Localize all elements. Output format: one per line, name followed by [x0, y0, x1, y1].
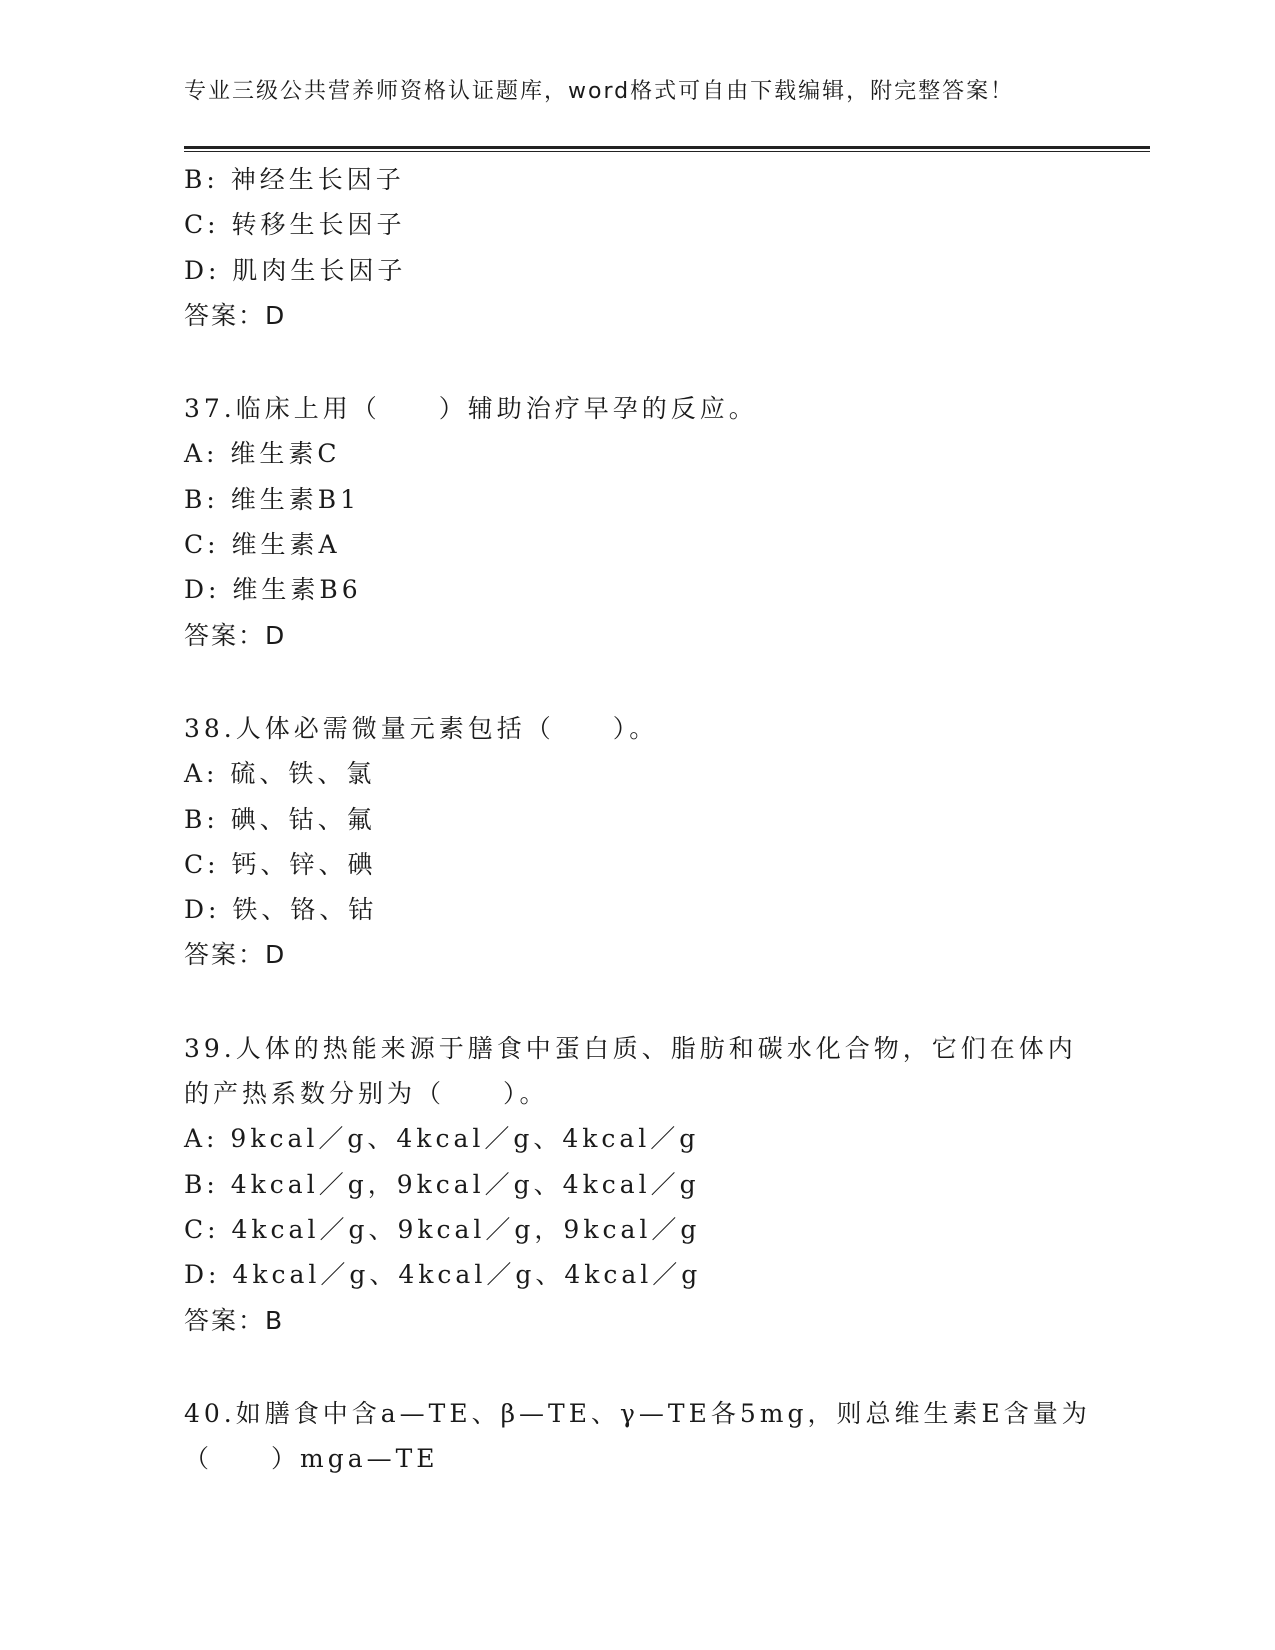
option-line: A: 维生素C — [184, 439, 341, 469]
question-content — [184, 157, 1104, 1481]
option-line: D: 肌肉生长因子 — [184, 255, 407, 285]
option-line: C: 维生素A — [184, 530, 341, 560]
question-stem: 37.临床上用（ ）辅助治疗早孕的反应。 — [184, 394, 758, 424]
question-block-38 — [184, 706, 1104, 978]
header-rule-thin — [184, 151, 1150, 152]
question-block-37 — [184, 386, 1104, 658]
option-line: B: 神经生长因子 — [184, 165, 405, 194]
option-line: B: 碘、钴、氟 — [184, 804, 376, 834]
option-line: D: 4kcal／g、4kcal／g、4kcal／g — [184, 1260, 702, 1290]
option-line: C: 钙、锌、碘 — [184, 849, 377, 879]
question-stem: 40.如膳食中含a—TE、β—TE、γ—TE各5mg，则总维生素E含量为 — [184, 1398, 1091, 1428]
header-rule-thick — [184, 146, 1150, 149]
option-line: A: 9kcal／g、4kcal／g、4kcal／g — [184, 1124, 700, 1154]
question-block-39 — [184, 1026, 1104, 1343]
option-line: D: 维生素B6 — [184, 575, 362, 605]
option-line: B: 4kcal／g，9kcal／g、4kcal／g — [184, 1169, 700, 1199]
answer-line: 答案：D — [184, 300, 287, 330]
page-header: 专业三级公共营养师资格认证题库，word格式可自由下载编辑，附完整答案！ — [184, 79, 1015, 104]
question-stem-continued: 的产热系数分别为（ ）。 — [184, 1079, 549, 1109]
question-block-40 — [184, 1391, 1104, 1482]
option-line: C: 转移生长因子 — [184, 210, 406, 240]
question-stem: 38.人体必需微量元素包括（ ）。 — [184, 713, 659, 743]
option-line: A: 硫、铁、氯 — [184, 759, 376, 789]
question-stem-continued: （ ）mga—TE — [184, 1444, 439, 1474]
answer-line: 答案：D — [184, 940, 287, 970]
question-block-36 — [184, 157, 1104, 338]
option-line: C: 4kcal／g、9kcal／g，9kcal／g — [184, 1214, 701, 1244]
answer-line: 答案：B — [184, 1305, 285, 1335]
answer-line: 答案：D — [184, 620, 287, 650]
option-line: D: 铁、铬、钴 — [184, 895, 378, 925]
question-stem: 39.人体的热能来源于膳食中蛋白质、脂肪和碳水化合物，它们在体内 — [184, 1033, 1077, 1063]
option-line: B: 维生素B1 — [184, 484, 361, 514]
